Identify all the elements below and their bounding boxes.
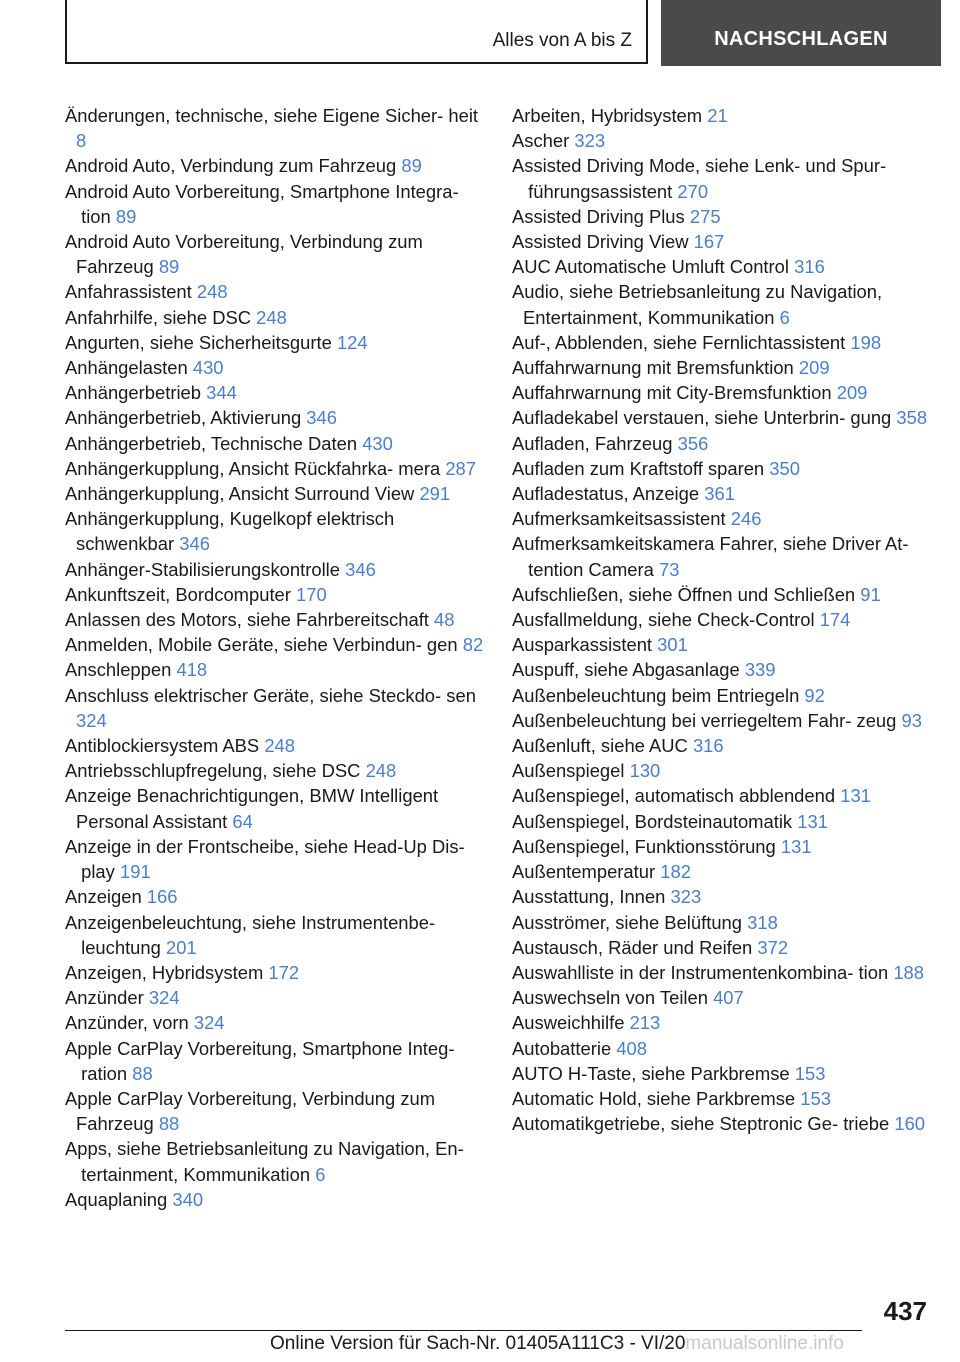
- index-column-left: [65, 103, 485, 1212]
- index-entry: [512, 733, 932, 758]
- page-ref[interactable]: 372: [757, 936, 789, 958]
- index-column-right: [512, 103, 932, 1136]
- watermark: manualsonline.info: [685, 1333, 844, 1354]
- page-ref[interactable]: 131: [840, 785, 871, 807]
- index-entry: [512, 330, 932, 355]
- entry-text: Anlassen des Motors, siehe Fahrbereitschaft: [65, 609, 429, 631]
- entry-text: Anhängerbetrieb, Aktivierung: [65, 407, 302, 429]
- index-entry: [512, 910, 932, 935]
- page-ref[interactable]: 323: [574, 130, 606, 152]
- entry-text: Aufschließen, siehe Öffnen und Schließen: [512, 583, 856, 605]
- page-ref[interactable]: 346: [306, 407, 337, 429]
- page-ref[interactable]: 170: [296, 583, 327, 605]
- entry-text: Assisted Driving View: [512, 231, 689, 253]
- entry-text: Android Auto Vorbereitung, Smartphone Integra- tion: [65, 180, 459, 227]
- entry-text: Außenspiegel, automatisch abblendend: [512, 785, 836, 807]
- index-entry: [512, 809, 932, 834]
- page-ref[interactable]: 358: [896, 407, 928, 429]
- page-ref[interactable]: 339: [744, 659, 776, 681]
- entry-text: Außentemperatur: [512, 861, 656, 883]
- index-entry: [512, 405, 932, 430]
- page-ref[interactable]: 6: [779, 306, 790, 328]
- entry-text: Außenbeleuchtung beim Entriegeln: [512, 684, 800, 706]
- index-entry: [512, 985, 932, 1010]
- index-entry: [512, 103, 932, 128]
- entry-text: Automatikgetriebe, siehe Steptronic Ge- triebe: [512, 1113, 890, 1135]
- entry-text: Außenluft, siehe AUC: [512, 735, 688, 757]
- entry-text: Ankunftszeit, Bordcomputer: [65, 583, 291, 605]
- index-entry: [512, 1010, 932, 1035]
- index-entry: [65, 758, 485, 783]
- index-entry: [512, 204, 932, 229]
- entry-text: Außenspiegel, Funktionsstörung: [512, 835, 776, 857]
- entry-text: Ausparkassistent: [512, 634, 653, 656]
- index-entry: [512, 431, 932, 456]
- index-entry: [512, 935, 932, 960]
- index-entry: [512, 254, 932, 279]
- index-entry: [65, 431, 485, 456]
- page-ref[interactable]: 418: [176, 659, 208, 681]
- header-frame: [65, 0, 648, 64]
- index-entry: [65, 1036, 485, 1086]
- page-ref[interactable]: 316: [794, 256, 825, 278]
- index-entry: [65, 657, 485, 682]
- page-ref[interactable]: 340: [172, 1188, 204, 1210]
- entry-text: Änderungen, technische, siehe Eigene Sicher- heit: [65, 105, 479, 126]
- entry-text: Anzeigen: [65, 886, 142, 908]
- index-entry: [65, 783, 485, 833]
- index-entry: [65, 985, 485, 1010]
- index-entry: [65, 910, 485, 960]
- index-entry: [512, 1086, 932, 1111]
- index-entry: [512, 884, 932, 909]
- entry-text: Ausfallmeldung, siehe Check-Control: [512, 609, 815, 631]
- index-entry: [512, 128, 932, 153]
- entry-text: Antiblockiersystem ABS: [65, 735, 260, 757]
- page-ref[interactable]: 324: [193, 1012, 225, 1034]
- page-ref[interactable]: 346: [179, 533, 210, 555]
- index-entry: [512, 834, 932, 859]
- index-entry: [512, 657, 932, 682]
- page-ref[interactable]: 246: [730, 508, 762, 530]
- entry-text: Anfahrhilfe, siehe DSC: [65, 306, 252, 328]
- index-entry: [65, 330, 485, 355]
- index-entry: [65, 380, 485, 405]
- page-ref[interactable]: 130: [629, 760, 661, 782]
- page-ref[interactable]: 88: [158, 1113, 180, 1135]
- page-number: 437: [883, 1296, 927, 1326]
- page-ref[interactable]: 160: [894, 1113, 926, 1135]
- page-ref[interactable]: 408: [616, 1037, 647, 1059]
- entry-text: Aufladen, Fahrzeug: [512, 432, 673, 454]
- page-ref[interactable]: 153: [800, 1087, 831, 1109]
- entry-text: Automatic Hold, siehe Parkbremse: [512, 1087, 796, 1109]
- entry-text: Apps, siehe Betriebsanleitung zu Navigation, En- tertainment, Kommunikation: [65, 1138, 464, 1185]
- chapter-title: NACHSCHLAGEN: [714, 27, 888, 50]
- page-ref[interactable]: 188: [893, 961, 924, 983]
- page-ref[interactable]: 201: [166, 936, 197, 958]
- entry-text: Arbeiten, Hybridsystem: [512, 105, 703, 126]
- index-entry: [512, 758, 932, 783]
- page-ref[interactable]: 248: [256, 306, 287, 328]
- entry-text: Audio, siehe Betriebsanleitung zu Navigation, Entertainment, Kommunikation: [512, 281, 883, 328]
- entry-text: Anschleppen: [65, 659, 172, 681]
- page-ref[interactable]: 131: [797, 810, 828, 832]
- index-entry: [65, 1010, 485, 1035]
- entry-text: Assisted Driving Plus: [512, 205, 685, 227]
- page-ref[interactable]: 91: [860, 583, 881, 605]
- page-ref[interactable]: 92: [804, 684, 825, 706]
- index-entry: [512, 531, 932, 581]
- page-ref[interactable]: 209: [836, 382, 868, 404]
- page-ref[interactable]: 88: [132, 1062, 153, 1084]
- entry-text: Außenbeleuchtung bei verriegeltem Fahr- zeug: [512, 709, 897, 731]
- entry-text: Ascher: [512, 130, 570, 152]
- page-ref[interactable]: 291: [419, 483, 451, 505]
- index-entry: [512, 355, 932, 380]
- entry-text: Anzünder: [65, 987, 144, 1009]
- page-ref[interactable]: 167: [693, 231, 725, 253]
- entry-text: Aufmerksamkeitskamera Fahrer, siehe Driver At- tention Camera: [512, 533, 909, 580]
- index-entry: [65, 179, 485, 229]
- index-entry: [512, 607, 932, 632]
- index-entry: [512, 506, 932, 531]
- index-entry: [512, 582, 932, 607]
- page-ref[interactable]: 191: [119, 861, 151, 883]
- footer-divider: [65, 1330, 862, 1331]
- page-ref[interactable]: 318: [747, 911, 778, 933]
- entry-text: Auf-, Abblenden, siehe Fernlichtassistent: [512, 331, 846, 353]
- entry-text: Auffahrwarnung mit Bremsfunktion: [512, 357, 794, 379]
- page-ref[interactable]: 48: [434, 609, 455, 631]
- page-ref[interactable]: 287: [445, 457, 476, 479]
- page-ref[interactable]: 73: [658, 558, 680, 580]
- entry-text: Aquaplaning: [65, 1188, 168, 1210]
- page-ref[interactable]: 89: [401, 155, 422, 177]
- entry-text: Außenspiegel, Bordsteinautomatik: [512, 810, 793, 832]
- page-ref[interactable]: 131: [780, 835, 812, 857]
- entry-text: Anhängerkupplung, Ansicht Rückfahrka- mera: [65, 457, 441, 479]
- page-ref[interactable]: 64: [232, 810, 253, 832]
- index-entry: [65, 506, 485, 556]
- index-entry: [65, 884, 485, 909]
- index-entry: [65, 405, 485, 430]
- index-entry: [65, 456, 485, 481]
- entry-text: Anhängerbetrieb: [65, 382, 201, 404]
- page-ref[interactable]: 350: [769, 457, 800, 479]
- entry-text: Anzeige Benachrichtigungen, BMW Intelligent Personal Assistant: [65, 785, 439, 832]
- entry-text: Anhänger-Stabilisierungskontrolle: [65, 558, 340, 580]
- page-ref[interactable]: 6: [315, 1163, 326, 1185]
- index-entry: [65, 607, 485, 632]
- page-ref[interactable]: 356: [677, 432, 709, 454]
- index-entry: [512, 683, 932, 708]
- page-ref[interactable]: 323: [670, 886, 702, 908]
- page-ref[interactable]: 124: [336, 331, 368, 353]
- page-ref[interactable]: 430: [362, 432, 393, 454]
- index-entry: [65, 305, 485, 330]
- page-ref[interactable]: 174: [819, 609, 851, 631]
- entry-text: Angurten, siehe Sicherheitsgurte: [65, 331, 332, 353]
- index-entry: [512, 632, 932, 657]
- index-entry: [512, 279, 932, 329]
- index-entry: [512, 481, 932, 506]
- edition-text: Online Version für Sach-Nr. 01405A111C3 - VI/20: [270, 1333, 686, 1354]
- index-entry: [512, 1111, 932, 1136]
- page-ref[interactable]: 324: [76, 709, 107, 731]
- page-ref[interactable]: 275: [689, 205, 721, 227]
- page-ref[interactable]: 324: [148, 987, 180, 1009]
- entry-text: Anzeigenbeleuchtung, siehe Instrumentenbe- leuchtung: [65, 911, 436, 958]
- entry-text: Anhängerkupplung, Kugelkopf elektrisch schwenkbar: [65, 508, 395, 555]
- entry-text: Android Auto Vorbereitung, Verbindung zum Fahrzeug: [65, 231, 423, 278]
- index-entry: [65, 683, 485, 733]
- index-entry: [65, 632, 485, 657]
- entry-text: Anhängelasten: [65, 357, 188, 379]
- index-entry: [512, 380, 932, 405]
- page-ref[interactable]: 166: [146, 886, 178, 908]
- entry-text: Ausweichhilfe: [512, 1012, 625, 1034]
- index-entry: [512, 229, 932, 254]
- index-entry: [65, 279, 485, 304]
- index-entry: [65, 1136, 485, 1186]
- chapter-tab: [661, 0, 941, 66]
- index-entry: [65, 355, 485, 380]
- index-entry: [65, 153, 485, 178]
- section-title: Alles von A bis Z: [492, 30, 632, 51]
- entry-text: Aufladekabel verstauen, siehe Unterbrin- gung: [512, 407, 892, 429]
- entry-text: Anzünder, vorn: [65, 1012, 189, 1034]
- entry-text: Außenspiegel: [512, 760, 625, 782]
- index-entry: [65, 1086, 485, 1136]
- index-entry: [65, 733, 485, 758]
- index-entry: [512, 1061, 932, 1086]
- page-ref[interactable]: 172: [268, 961, 300, 983]
- entry-text: Apple CarPlay Vorbereitung, Smartphone Integ- ration: [65, 1037, 455, 1084]
- entry-text: Anschluss elektrischer Geräte, siehe Steckdo- sen: [65, 684, 476, 706]
- page-ref[interactable]: 316: [692, 735, 724, 757]
- entry-text: Android Auto, Verbindung zum Fahrzeug: [65, 155, 397, 177]
- index-entry: [512, 456, 932, 481]
- page-ref[interactable]: 209: [798, 357, 830, 379]
- index-entry: [512, 960, 932, 985]
- page-ref[interactable]: 301: [657, 634, 688, 656]
- page-ref[interactable]: 248: [264, 735, 296, 757]
- entry-text: Anhängerkupplung, Ansicht Surround View: [65, 483, 415, 505]
- index-entry: [65, 582, 485, 607]
- page-ref[interactable]: 82: [462, 634, 484, 656]
- page-ref[interactable]: 270: [677, 180, 709, 202]
- index-entry: [512, 153, 932, 203]
- entry-text: Aufladestatus, Anzeige: [512, 483, 700, 505]
- index-entry: [512, 783, 932, 808]
- entry-text: Assisted Driving Mode, siehe Lenk- und Spur- führungsassistent: [512, 155, 887, 202]
- page-ref[interactable]: 21: [707, 105, 728, 126]
- page-ref[interactable]: 89: [158, 256, 180, 278]
- page-ref[interactable]: 248: [196, 281, 228, 303]
- entry-text: Anmelden, Mobile Geräte, siehe Verbindun- gen: [65, 634, 458, 656]
- page-ref[interactable]: 344: [206, 382, 237, 404]
- page-ref[interactable]: 182: [660, 861, 691, 883]
- index-entry: [65, 1187, 485, 1212]
- entry-text: Ausstattung, Innen: [512, 886, 666, 908]
- page-ref[interactable]: 248: [365, 760, 397, 782]
- entry-text: AUTO H-Taste, siehe Parkbremse: [512, 1062, 790, 1084]
- entry-text: Auswechseln von Teilen: [512, 987, 708, 1009]
- entry-text: Anzeige in der Frontscheibe, siehe Head-Up Dis- play: [65, 835, 465, 883]
- page-ref[interactable]: 93: [901, 709, 922, 731]
- entry-text: Apple CarPlay Vorbereitung, Verbindung zum Fahrzeug: [65, 1087, 436, 1135]
- page-ref[interactable]: 198: [850, 331, 882, 353]
- page-ref[interactable]: 213: [629, 1012, 661, 1034]
- entry-text: Austausch, Räder und Reifen: [512, 936, 753, 958]
- index-entry: [512, 859, 932, 884]
- index-entry: [512, 1036, 932, 1061]
- footer-edition: [270, 1333, 844, 1355]
- entry-text: Antriebsschlupfregelung, siehe DSC: [65, 760, 361, 782]
- entry-text: Auffahrwarnung mit City-Bremsfunktion: [512, 382, 832, 404]
- entry-text: Anzeigen, Hybridsystem: [65, 961, 264, 983]
- index-entry: [65, 481, 485, 506]
- page-ref[interactable]: 430: [192, 357, 224, 379]
- entry-text: Autobatterie: [512, 1037, 612, 1059]
- page-ref[interactable]: 8: [76, 130, 87, 152]
- index-entry: [65, 834, 485, 884]
- entry-text: Aufmerksamkeitsassistent: [512, 508, 726, 530]
- index-entry: [65, 229, 485, 279]
- page-ref[interactable]: 361: [704, 483, 735, 505]
- page-ref[interactable]: 89: [115, 205, 137, 227]
- entry-text: Ausströmer, siehe Belüftung: [512, 911, 743, 933]
- index-entry: [65, 960, 485, 985]
- page-ref[interactable]: 346: [345, 558, 376, 580]
- entry-text: AUC Automatische Umluft Control: [512, 256, 789, 278]
- index-entry: [65, 557, 485, 582]
- entry-text: Anfahrassistent: [65, 281, 192, 303]
- entry-text: Auswahlliste in der Instrumentenkombina- tion: [512, 961, 889, 983]
- index-entry: [65, 103, 485, 153]
- index-entry: [512, 708, 932, 733]
- entry-text: Auspuff, siehe Abgasanlage: [512, 659, 740, 681]
- entry-text: Aufladen zum Kraftstoff sparen: [512, 457, 765, 479]
- entry-text: Anhängerbetrieb, Technische Daten: [65, 432, 358, 454]
- page-ref[interactable]: 153: [794, 1062, 826, 1084]
- page-ref[interactable]: 407: [713, 987, 744, 1009]
